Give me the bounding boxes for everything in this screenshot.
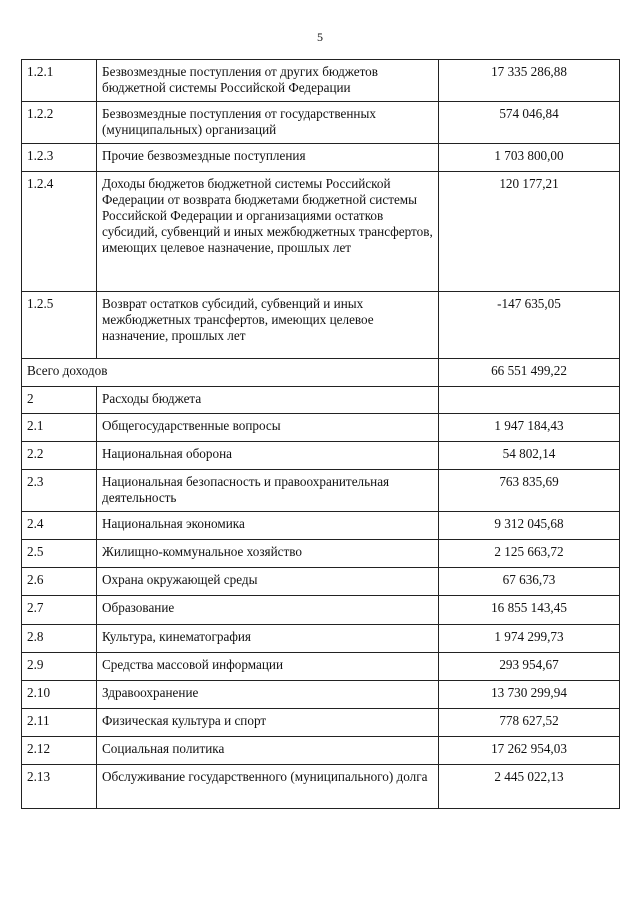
row-number: 1.2.1: [22, 60, 97, 102]
row-value: 9 312 045,68: [439, 512, 620, 540]
table-row: [22, 596, 620, 625]
row-number: 2.5: [22, 540, 97, 568]
row-value: 1 974 299,73: [439, 625, 620, 653]
row-name: Жилищно-коммунальное хозяйство: [97, 540, 439, 568]
row-name: Безвозмездные поступления от государственных (муниципальных) организаций: [97, 102, 439, 144]
table-row: [22, 653, 620, 681]
row-number: 2.3: [22, 470, 97, 512]
row-name: Общегосударственные вопросы: [97, 414, 439, 442]
row-number: 2.9: [22, 653, 97, 681]
row-value: 13 730 299,94: [439, 681, 620, 709]
row-name: Расходы бюджета: [97, 387, 439, 414]
row-number: 1.2.5: [22, 292, 97, 359]
table-row: [22, 625, 620, 653]
row-number: 2.7: [22, 596, 97, 625]
row-number: 2.13: [22, 765, 97, 809]
row-value: 2 125 663,72: [439, 540, 620, 568]
table-row: [22, 765, 620, 809]
row-name: Национальная экономика: [97, 512, 439, 540]
row-value: 120 177,21: [439, 172, 620, 292]
table-row: [22, 102, 620, 144]
table-row: [22, 568, 620, 596]
row-number: 2.1: [22, 414, 97, 442]
table-row: [22, 414, 620, 442]
row-name: Национальная оборона: [97, 442, 439, 470]
table-row: [22, 470, 620, 512]
row-number: 2.11: [22, 709, 97, 737]
row-value: 2 445 022,13: [439, 765, 620, 809]
row-number: 2: [22, 387, 97, 414]
row-name: Национальная безопасность и правоохранительная деятельность: [97, 470, 439, 512]
row-value: 574 046,84: [439, 102, 620, 144]
row-number: 1.2.4: [22, 172, 97, 292]
total-value: 66 551 499,22: [439, 359, 620, 387]
row-value: 17 262 954,03: [439, 737, 620, 765]
budget-table-body: [22, 60, 620, 809]
row-value: 54 802,14: [439, 442, 620, 470]
row-number: 2.10: [22, 681, 97, 709]
table-row: [22, 387, 620, 414]
row-value: -147 635,05: [439, 292, 620, 359]
row-name: Здравоохранение: [97, 681, 439, 709]
row-number: 2.12: [22, 737, 97, 765]
row-name: Культура, кинематография: [97, 625, 439, 653]
page-number: 5: [317, 30, 323, 44]
row-number: 1.2.2: [22, 102, 97, 144]
row-value: 17 335 286,88: [439, 60, 620, 102]
table-row: [22, 512, 620, 540]
row-value: 293 954,67: [439, 653, 620, 681]
total-label: Всего доходов: [22, 359, 439, 387]
row-value: 763 835,69: [439, 470, 620, 512]
row-name: Социальная политика: [97, 737, 439, 765]
row-value: 67 636,73: [439, 568, 620, 596]
row-name: Физическая культура и спорт: [97, 709, 439, 737]
row-name: Средства массовой информации: [97, 653, 439, 681]
row-value: 1 703 800,00: [439, 144, 620, 172]
row-name: Образование: [97, 596, 439, 625]
budget-table: [21, 59, 620, 809]
row-number: 2.8: [22, 625, 97, 653]
row-number: 2.4: [22, 512, 97, 540]
table-row: [22, 737, 620, 765]
table-row: [22, 442, 620, 470]
table-row: [22, 144, 620, 172]
row-name: Прочие безвозмездные поступления: [97, 144, 439, 172]
table-row: [22, 709, 620, 737]
table-row: [22, 172, 620, 292]
row-name: Возврат остатков субсидий, субвенций и иных межбюджетных трансфертов, имеющих целевое назначение, прошлых лет: [97, 292, 439, 359]
table-row: [22, 60, 620, 102]
row-number: 1.2.3: [22, 144, 97, 172]
row-value: 1 947 184,43: [439, 414, 620, 442]
table-row: [22, 292, 620, 359]
row-value: 778 627,52: [439, 709, 620, 737]
total-row: [22, 359, 620, 387]
row-name: Обслуживание государственного (муниципального) долга: [97, 765, 439, 809]
table-row: [22, 681, 620, 709]
row-number: 2.2: [22, 442, 97, 470]
row-value: 16 855 143,45: [439, 596, 620, 625]
row-value: [439, 387, 620, 414]
row-name: Безвозмездные поступления от других бюджетов бюджетной системы Российской Федерации: [97, 60, 439, 102]
row-number: 2.6: [22, 568, 97, 596]
row-name: Доходы бюджетов бюджетной системы Российской Федерации от возврата бюджетами бюджетной системы Российской Федерации и организациями остатков субсидий, субвенций и иных межбюджетных трансфертов, имеющих целевое назначение, прошлых лет: [97, 172, 439, 292]
table-row: [22, 540, 620, 568]
row-name: Охрана окружающей среды: [97, 568, 439, 596]
